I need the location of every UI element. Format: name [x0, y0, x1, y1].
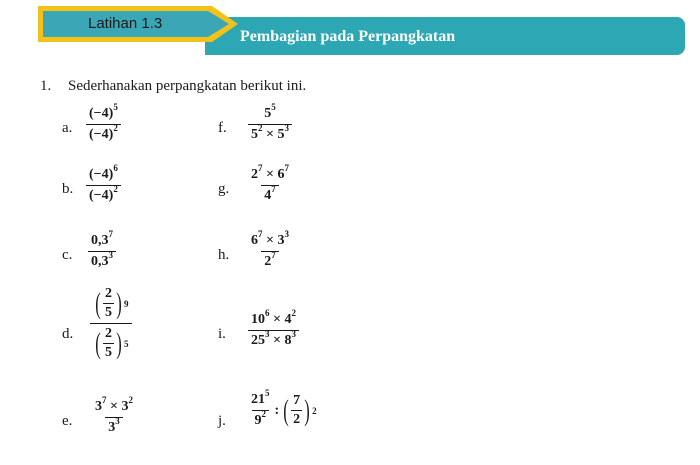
item-label-j: j.: [218, 413, 226, 429]
expression-d: ( 2 5 ) 9 ( 2 5 ) 5: [90, 286, 132, 361]
item-label-f: f.: [218, 120, 227, 136]
item-label-g: g.: [218, 181, 230, 197]
item-label-a: a.: [62, 120, 73, 136]
item-label-c: c.: [62, 247, 73, 263]
item-label-i: i.: [218, 326, 226, 342]
expression-c: $\frac{0,3^7}{0,3^3}$: [88, 233, 116, 270]
item-label-h: h.: [218, 247, 230, 263]
section-title: Pembagian pada Perpangkatan: [240, 28, 456, 45]
exercise-tag-label: Latihan 1.3: [88, 15, 163, 32]
question-instruction: Sederhanakan perpangkatan berikut ini.: [68, 78, 307, 94]
expression-a: $\frac{(-4)^5}{(-4)^2}$: [86, 106, 121, 143]
item-label-b: b.: [62, 181, 74, 197]
item-label-d: d.: [62, 326, 74, 342]
expression-i: $\frac{10^6 \times 4^2}{25^3 \times 8^3}$: [248, 312, 299, 349]
expression-b: $\frac{(-4)^6}{(-4)^2}$: [86, 167, 121, 204]
expression-h: $\frac{6^7 \times 3^3}{2^7}$: [251, 229, 289, 269]
expression-j: $\frac{21^5}{9^2}$ : ( 7 2 ) 2: [251, 388, 317, 428]
expression-e: $\frac{3^7 \times 3^2}{3^3}$: [95, 395, 133, 435]
expression-f: $\frac{5^5}{5^2 \times 5^3}$: [248, 106, 292, 143]
question-number: 1.: [40, 78, 52, 94]
item-label-e: e.: [62, 413, 73, 429]
exercise-tag: [36, 4, 242, 44]
expression-g: $\frac{2^7 \times 6^7}{4^7}$: [251, 163, 289, 203]
